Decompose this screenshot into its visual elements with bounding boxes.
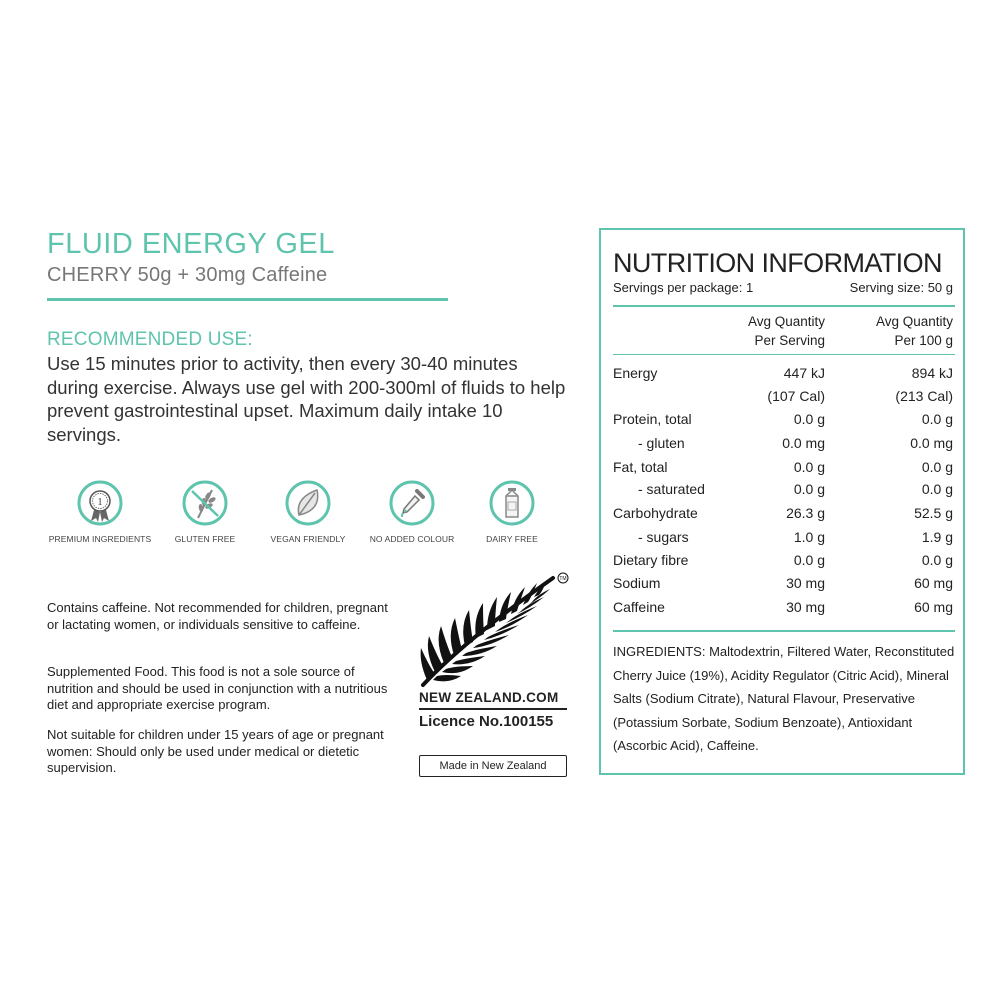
nutrition-title: NUTRITION INFORMATION	[613, 248, 942, 278]
row-per-serving: 447 kJ	[783, 365, 825, 381]
col-header-line: Per Serving	[754, 333, 825, 348]
recommended-use-heading: RECOMMENDED USE:	[47, 329, 253, 350]
feature-badges	[40, 480, 560, 560]
row-per-serving: 0.0 mg	[782, 435, 825, 451]
silver-fern-logo	[415, 570, 575, 690]
row-label: Protein, total	[613, 411, 692, 427]
row-per-100g: (213 Cal)	[895, 388, 953, 404]
row-per-serving: 26.3 g	[786, 505, 825, 521]
row-per-serving: 0.0 g	[793, 552, 825, 568]
product-title: FLUID ENERGY GEL	[47, 228, 335, 260]
nutrition-panel	[599, 228, 965, 775]
trademark-mark: TM	[559, 576, 567, 582]
badge-dairy-free	[452, 480, 572, 544]
row-per-100g: 52.5 g	[914, 505, 953, 521]
made-in-nz-badge: Made in New Zealand	[419, 755, 567, 777]
nz-divider	[419, 708, 567, 710]
col-per-100g-header	[876, 312, 953, 350]
warning-children: Not suitable for children under 15 years of age or pregnant women: Should only be used under medical or dietetic supervision.	[47, 727, 384, 775]
col-per-serving-header	[748, 312, 825, 350]
recommended-use-text: Use 15 minutes prior to activity, then every 30-40 minutes during exercise. Always use gel with 200-300ml of fluids to help prevent gastrointestinal upset. Maximum daily intake 10 servings.	[47, 353, 566, 445]
row-label: Carbohydrate	[613, 505, 698, 521]
badge-label: GLUTEN FREE	[174, 534, 236, 544]
product-subtitle: CHERRY 50g + 30mg Caffeine	[47, 264, 328, 286]
dropper-icon	[389, 480, 435, 526]
nutrition-rule-header	[613, 354, 955, 355]
servings-per-package: Servings per package: 1	[613, 280, 754, 295]
row-per-100g: 0.0 g	[921, 459, 953, 475]
row-per-100g: 0.0 g	[921, 481, 953, 497]
row-per-serving: 1.0 g	[793, 529, 825, 545]
svg-text:1: 1	[97, 497, 103, 508]
row-label: Dietary fibre	[613, 552, 689, 568]
row-per-100g: 60 mg	[914, 599, 953, 615]
row-per-100g: 1.9 g	[921, 529, 953, 545]
row-label: Sodium	[613, 575, 661, 591]
licence-number: Licence No.100155	[419, 713, 554, 730]
row-per-serving: 0.0 g	[793, 481, 825, 497]
row-label: - sugars	[638, 529, 689, 545]
award-ribbon-icon	[77, 480, 123, 526]
badge-label: DAIRY FREE	[486, 534, 538, 544]
row-per-100g: 0.0 g	[921, 411, 953, 427]
serving-size: Serving size: 50 g	[849, 280, 953, 295]
ingredients-list: INGREDIENTS: Maltodextrin, Filtered Water, Reconstituted Cherry Juice (19%), Acidity Regulator (Citric Acid), Mineral Salts (Sodium Citrate), Natural Flavour, Preservative (Potassium Sorbate, Sodium Benzoate), Antioxidant (Ascorbic Acid), Caffeine.	[613, 644, 955, 753]
badge-gluten-free	[145, 480, 265, 544]
row-label: - saturated	[638, 481, 705, 497]
row-per-100g: 0.0 g	[921, 552, 953, 568]
badge-label: VEGAN FRIENDLY	[270, 534, 346, 544]
col-header-line: Per 100 g	[894, 333, 953, 348]
row-per-100g: 0.0 mg	[910, 435, 953, 451]
badge-label: PREMIUM INGREDIENTS	[48, 534, 152, 544]
row-per-100g: 60 mg	[914, 575, 953, 591]
milk-carton-icon	[489, 480, 535, 526]
badge-vegan-friendly	[248, 480, 368, 544]
row-per-serving: (107 Cal)	[767, 388, 825, 404]
warning-caffeine: Contains caffeine. Not recommended for children, pregnant or lactating women, or individuals sensitive to caffeine.	[47, 600, 388, 632]
row-per-serving: 30 mg	[786, 599, 825, 615]
leaf-icon	[285, 480, 331, 526]
badge-premium-ingredients	[40, 480, 160, 544]
row-label: Energy	[613, 365, 658, 381]
wheat-crossed-icon	[182, 480, 228, 526]
nutrition-rule-top	[613, 305, 955, 307]
row-per-serving: 0.0 g	[793, 459, 825, 475]
row-label: - gluten	[638, 435, 685, 451]
col-header-line: Avg Quantity	[747, 314, 825, 329]
row-per-100g: 894 kJ	[911, 365, 953, 381]
col-header-line: Avg Quantity	[875, 314, 953, 329]
nz-website: NEW ZEALAND.COM	[419, 690, 559, 705]
nutrition-rule-bottom	[613, 630, 955, 632]
row-per-serving: 30 mg	[786, 575, 825, 591]
row-label: Caffeine	[613, 599, 665, 615]
row-per-serving: 0.0 g	[793, 411, 825, 427]
row-label: Fat, total	[613, 459, 668, 475]
title-divider	[47, 298, 448, 301]
warning-supplemented-food: Supplemented Food. This food is not a sole source of nutrition and should be used in conjunction with a nutritious diet and appropriate exercise program.	[47, 664, 388, 712]
badge-label: NO ADDED COLOUR	[369, 534, 455, 544]
